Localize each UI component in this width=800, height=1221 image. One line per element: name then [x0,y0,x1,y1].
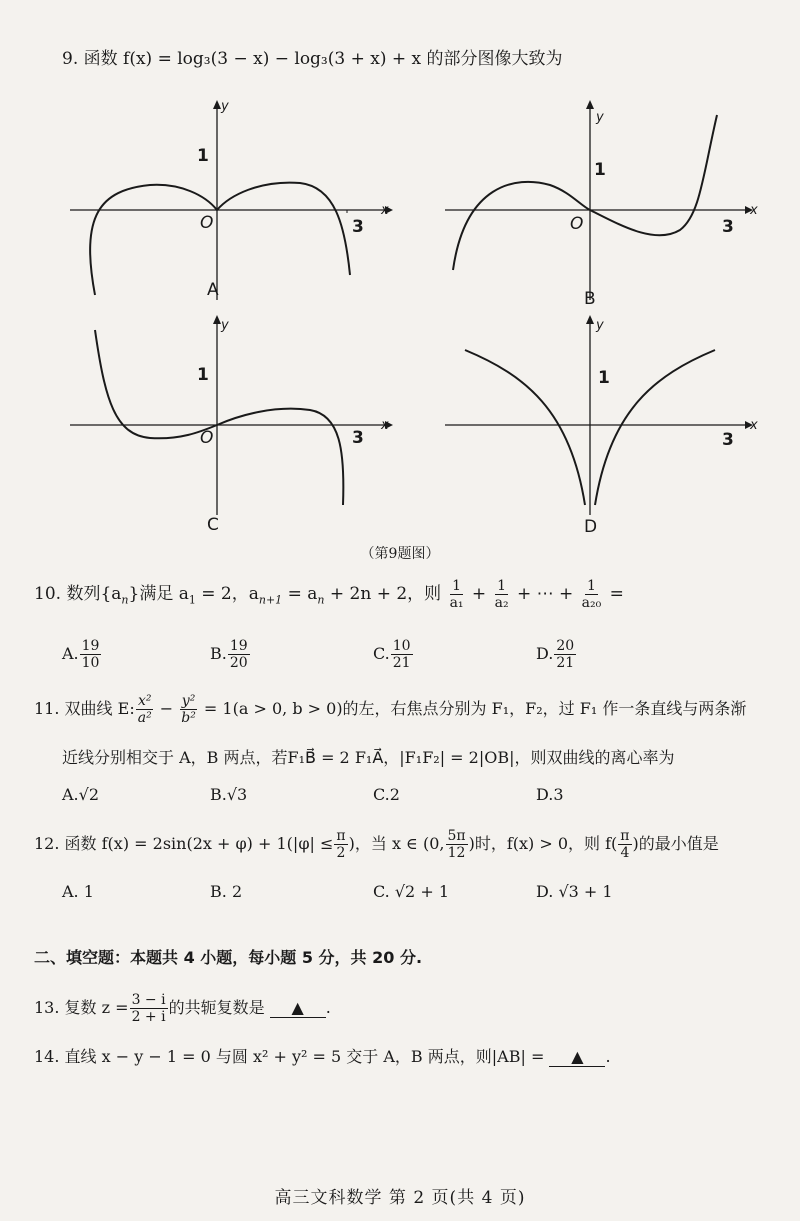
q10-stem-e: + 2n + 2，则 [324,584,442,604]
graph-c-label: C [207,515,219,535]
q12-stem-b: )，当 x ∈ (0, [348,834,445,853]
graph-b-origin: O [570,214,584,234]
graph-d-x-label: x [750,418,758,433]
q10-plus: + [466,584,492,604]
graph-b-one: 1 [594,160,606,180]
q13-stem-b: 的共轭复数是 [168,998,265,1017]
q10-option-a: A. $\frac{19}{10}$ [62,638,100,671]
q12-stem-a: 函数 f(x) = 2sin(2x + φ) + 1(|φ| ≤ [64,834,334,853]
graph-a-origin: O [200,213,214,233]
graph-a [60,95,400,305]
graph-d [435,310,775,520]
graph-a-one: 1 [197,146,209,166]
q12-option-a: A. 1 [62,882,94,901]
q12-frac-5pi-12: $\frac{5\pi}{12}$ [447,828,466,861]
q11-line2: 近线分别相交于 A，B 两点，若F₁B⃗ = 2 F₁A⃗，|F₁F₂| = 2|OB|，则双曲线的离心率为 [62,748,675,767]
q11-minus: − [154,699,179,718]
q10-stem-a: 数列{a [66,584,122,604]
q11-option-a: A.√2 [62,785,100,804]
q11-frac-y: $\frac{\text{y²}}{\text{b²}}$ [181,693,196,726]
q11-number: 11. [34,699,60,718]
graph-c-y-label: y [221,318,229,333]
q10-stem-c: = 2，a [195,584,259,604]
q12-option-b: B. 2 [210,882,243,901]
q14-stem-text: 直线 x − y − 1 = 0 与圆 x² + y² = 5 交于 A，B 两点，则|AB| = [64,1047,545,1066]
graph-c-three: 3 [352,428,364,448]
graph-b-x-label: x [750,203,758,218]
q10-frac-20: $\frac{1}{\text{a₂₀}}$ [581,578,602,611]
q12-number: 12. [34,834,60,853]
q10-frac-1: $\frac{1}{\text{a₁}}$ [449,578,464,611]
q12-option-d: D. √3 + 1 [536,882,613,901]
q11-line1-b: = 1(a > 0, b > 0)的左，右焦点分别为 F₁，F₂，过 F₁ 作一条直线与两条渐 [198,699,747,718]
q13-stem [34,992,331,1025]
q9-text: 函数 f(x) = log₃(3 − x) − log₃(3 + x) + x 的部分图像大致为 [83,49,563,69]
q13-stem-a: 复数 z = [64,998,129,1017]
graph-d-one: 1 [598,368,610,388]
q10-option-b: B. $\frac{19}{20}$ [210,638,248,671]
q12-stem-c: )时，f(x) > 0，则 f( [468,834,618,853]
q14-answer-blank[interactable]: ▲ [549,1047,605,1067]
graph-b-three: 3 [722,217,734,237]
graph-b-label: B [584,289,596,309]
q10-frac-2: $\frac{1}{\text{a₂}}$ [494,578,509,611]
q9-stem [62,44,563,69]
q10-option-d: D. $\frac{20}{21}$ [536,638,575,671]
q12-frac-pi-2: $\frac{\pi}{2}$ [336,828,346,861]
graph-b [435,95,775,305]
graph-d-y-label: y [596,318,604,333]
page-footer: 高三文科数学 第 2 页(共 4 页) [274,1188,526,1208]
q11-option-d: D.3 [536,785,564,804]
graph-b-y-label: y [596,110,604,125]
graph-d-three: 3 [722,430,734,450]
graph-c-x-label: x [381,418,389,433]
q11-frac-x: $\frac{\text{x²}}{\text{a²}}$ [137,693,152,726]
q10-number: 10. [34,584,62,604]
graph-a-y-label: y [221,99,229,114]
q11-line1 [34,693,746,726]
q12-option-c: C. √2 + 1 [373,882,449,901]
q10-equals: = [604,584,624,604]
q13-end: . [325,998,331,1017]
q13-answer-blank[interactable]: ▲ [270,998,326,1018]
graph-a-three: 3 [352,217,364,237]
q11-option-b: B.√3 [210,785,248,804]
graph-c-one: 1 [197,365,209,385]
q14-stem [34,1044,611,1067]
q12-stem [34,828,719,861]
q12-frac-pi-4: $\frac{\pi}{4}$ [620,828,630,861]
q13-number: 13. [34,998,60,1017]
q10-stem-d: = a [282,584,318,604]
q14-number: 14. [34,1047,60,1066]
q12-stem-d: )的最小值是 [632,834,719,853]
graph-d-label: D [584,517,598,537]
q10-plus-dots: + ⋯ + [511,584,579,604]
q9-caption: （第9题图） [360,546,440,562]
q10-option-c: C. $\frac{10}{21}$ [373,638,411,671]
q13-frac: $\frac{3 - i}{2 + i}$ [131,992,166,1025]
q14-end: . [605,1047,611,1066]
q10-stem: 10. 数列$\{a_n\}$满足 $a_1 = 2$，$a_{n+1} = a_n + 2n + 2$，则 $\frac{1}{\text{a₁}}$ + $\frac{1}{\text{a₂}}$ + ⋯ + $\frac{1}{\text{a₂₀}}$ = [34,578,624,611]
section2-heading: 二、填空题：本题共 4 小题，每小题 5 分，共 20 分. [34,948,423,967]
graph-c-origin: O [200,428,214,448]
q9-number: 9. [62,49,79,69]
graph-a-x-label: x [381,203,389,218]
q11-option-c: C.2 [373,785,400,804]
q11-line1-a: 双曲线 E: [64,699,135,718]
graph-c [60,310,400,520]
q10-stem-b: }满足 a [128,584,189,604]
graph-a-label: A [207,280,219,300]
